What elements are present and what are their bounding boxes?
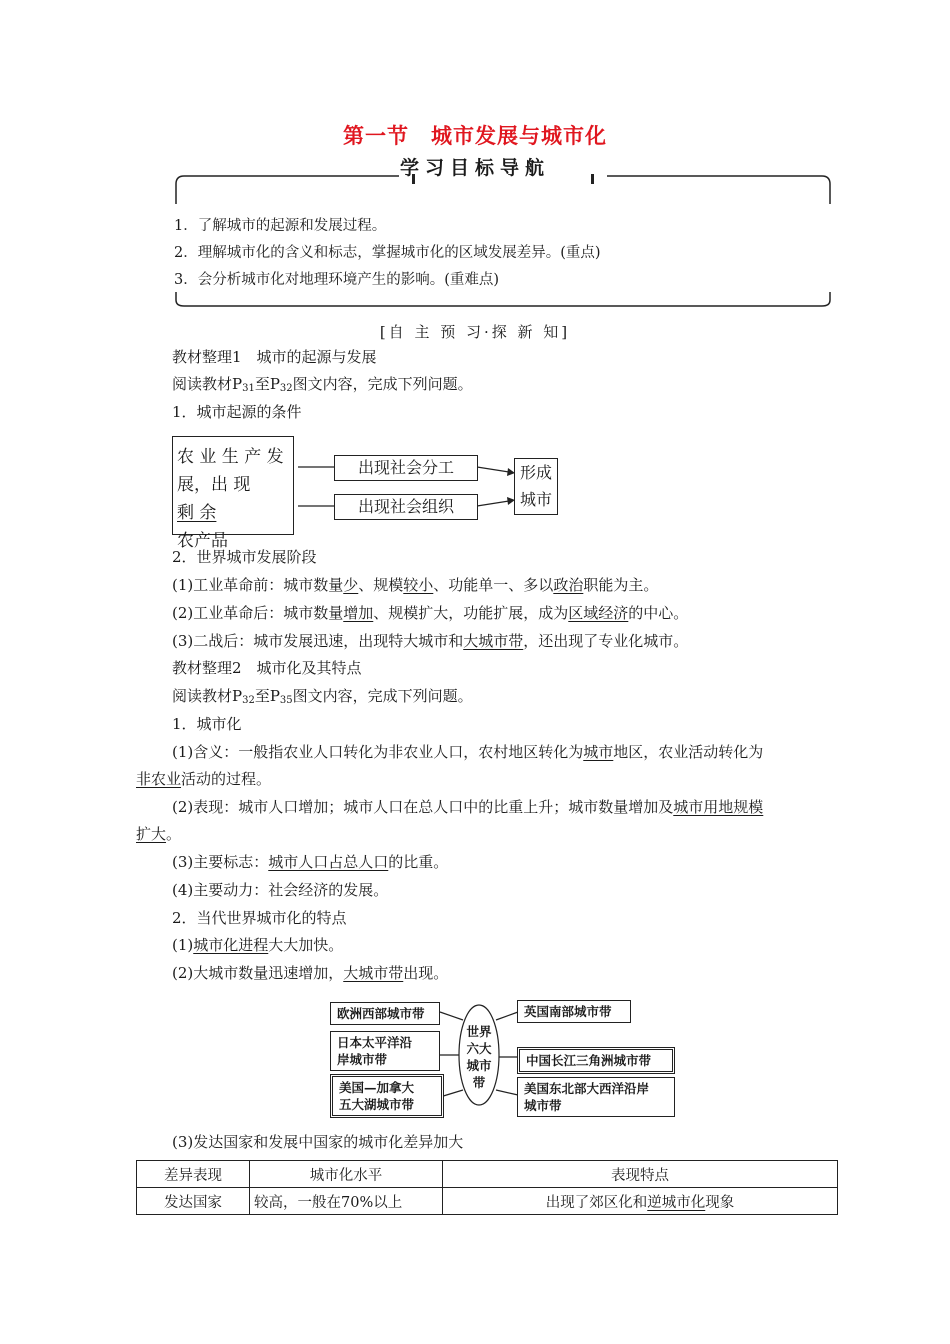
megalopolis-center: 世界 六大 城市 带 (466, 1024, 492, 1090)
stage-1: (1)工业革命前：城市数量少、规模较小、功能单一、多以政治职能为主。 (172, 576, 659, 594)
part2-q1: 1．城市化 (172, 715, 242, 733)
goal-item: 3．会分析城市化对地理环境产生的影响。(重难点) (174, 272, 500, 288)
urbanization-difference-table (136, 1160, 838, 1215)
table-header: 差异表现 (137, 1161, 250, 1188)
stage-3: (3)二战后：城市发展迅速，出现特大城市和大城市带，还出现了专业化城市。 (172, 632, 689, 650)
def-expression-line1: (2)表现：城市人口增加；城市人口在总人口中的比重上升；城市数量增加及城市用地规模 (172, 798, 764, 816)
part2-q2: 2．当代世界城市化的特点 (172, 909, 347, 927)
megalopolis-uk-south: 英国南部城市带 (517, 1000, 631, 1023)
megalopolis-europe-west: 欧洲西部城市带 (330, 1002, 440, 1025)
section-heading: [自 主 预 习·探 新 知] (379, 323, 571, 341)
part2-title: 教材整理2 城市化及其特点 (172, 659, 362, 677)
table-header: 城市化水平 (250, 1161, 443, 1188)
def-meaning-line2: 非农业活动的过程。 (136, 770, 272, 788)
step-organization-box: 出现社会组织 (334, 494, 478, 520)
table-cell: 较高，一般在70%以上 (250, 1188, 443, 1215)
part2-reading: 阅读教材$P_{32}$至$P_{35}$图文内容，完成下列问题。 (172, 687, 473, 706)
feature-1: (1)城市化进程大大加快。 (172, 936, 344, 954)
megalopolis-japan-pacific: 日本太平洋沿 岸城市带 (330, 1031, 440, 1071)
goal-item: 1．了解城市的起源和发展过程。 (174, 218, 387, 234)
goals-title: 学习目标导航 (399, 157, 550, 179)
def-driver: (4)主要动力：社会经济的发展。 (172, 881, 389, 899)
table-cell: 发达国家 (137, 1188, 250, 1215)
page-title: 第一节 城市发展与城市化 (343, 124, 607, 148)
part1-q1: 1．城市起源的条件 (172, 403, 302, 421)
stage-2: (2)工业革命后：城市数量增加、规模扩大，功能扩展，成为区域经济的中心。 (172, 604, 689, 622)
feature-2: (2)大城市数量迅速增加，大城市带出现。 (172, 964, 449, 982)
origin-box: 农 业 生 产 发 展，出 现 剩 余 农产品 (172, 436, 294, 535)
def-indicator: (3)主要标志：城市人口占总人口的比重。 (172, 853, 449, 871)
megalopolis-yangtze-delta: 中国长江三角洲城市带 (517, 1047, 675, 1074)
table-row (137, 1188, 838, 1215)
table-header-row (137, 1161, 838, 1188)
result-box: 形成 城市 (514, 458, 558, 515)
part1-reading: 阅读教材$P_{31}$至$P_{32}$图文内容，完成下列问题。 (172, 375, 473, 394)
step-division-box: 出现社会分工 (334, 455, 478, 481)
table-header: 表现特点 (443, 1161, 838, 1188)
def-meaning-line1: (1)含义：一般指农业人口转化为非农业人口，农村地区转化为城市地区，农业活动转化为 (172, 743, 764, 761)
goal-item: 2．理解城市化的含义和标志，掌握城市化的区域发展差异。(重点) (174, 245, 601, 261)
megalopolis-great-lakes: 美国—加拿大 五大湖城市带 (330, 1074, 444, 1118)
part1-q2: 2．世界城市发展阶段 (172, 548, 317, 566)
part1-title: 教材整理1 城市的起源与发展 (172, 348, 377, 366)
def-expression-line2: 扩大。 (136, 825, 182, 843)
table-cell: 出现了郊区化和逆城市化现象 (443, 1188, 838, 1215)
megalopolis-us-northeast: 美国东北部大西洋沿岸 城市带 (517, 1077, 675, 1117)
feature-3: (3)发达国家和发展中国家的城市化差异加大 (172, 1133, 464, 1151)
